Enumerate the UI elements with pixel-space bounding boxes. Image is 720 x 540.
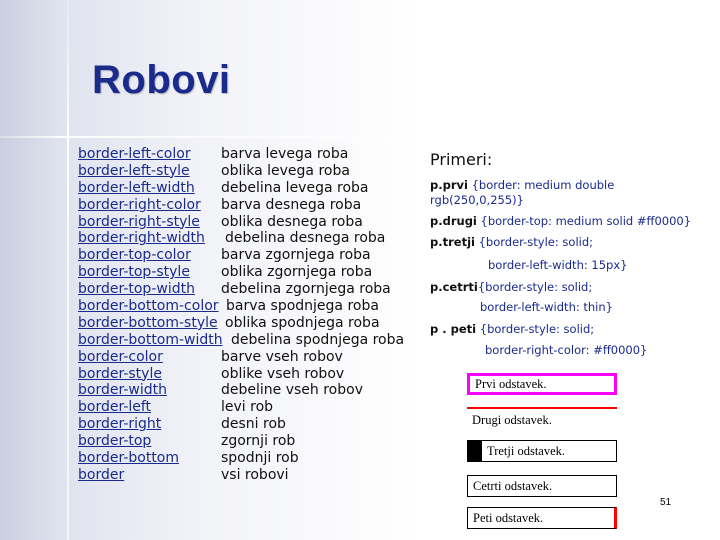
- property-description: oblika desnega roba: [221, 213, 363, 230]
- css-selector: p.cetrti: [430, 280, 478, 294]
- decorative-vertical-line: [67, 0, 69, 540]
- property-description: barva zgornjega roba: [221, 247, 371, 264]
- list-item: [78, 197, 418, 214]
- property-name-link[interactable]: border-left-width: [78, 179, 195, 196]
- property-name-link[interactable]: border-left-style: [78, 162, 190, 179]
- property-description: debelina zgornjega roba: [221, 281, 391, 298]
- demo-paragraph-drugi: Drugi odstavek.: [467, 407, 617, 433]
- code-line: [430, 193, 524, 207]
- property-description: barva spodnjega roba: [226, 298, 379, 315]
- css-declaration: {border-style: solid;: [477, 280, 593, 294]
- list-item: [78, 163, 418, 180]
- demo-paragraph-cetrti: Cetrti odstavek.: [467, 475, 617, 497]
- list-item: [78, 180, 418, 197]
- property-name-link[interactable]: border-bottom: [78, 450, 180, 467]
- list-item: [78, 332, 418, 349]
- property-description: oblika zgornjega roba: [221, 264, 373, 281]
- list-item: [78, 416, 418, 433]
- property-description: zgornji rob: [221, 433, 296, 450]
- property-description: desni rob: [221, 416, 286, 433]
- property-name-link[interactable]: border-top-width: [78, 281, 195, 298]
- property-name-link[interactable]: border: [78, 466, 125, 483]
- list-item: [78, 230, 418, 247]
- property-description: vsi robovi: [221, 466, 289, 483]
- list-item: [78, 366, 418, 383]
- property-name-link[interactable]: border-right: [78, 416, 162, 433]
- property-name-link[interactable]: border-right-color: [78, 196, 201, 213]
- list-item: [78, 382, 418, 399]
- list-item: [78, 433, 418, 450]
- property-description: spodnji rob: [221, 450, 299, 467]
- css-selector: p.prvi: [430, 178, 468, 192]
- page-number: 51: [660, 497, 672, 508]
- property-name-link[interactable]: border-right-width: [78, 230, 205, 247]
- css-declaration: {border: medium double: [467, 178, 615, 192]
- property-description: debelina levega roba: [221, 179, 369, 196]
- property-list: [78, 146, 418, 484]
- property-name-link[interactable]: border-top: [78, 433, 152, 450]
- property-description: debelina desnega roba: [225, 230, 386, 247]
- demo-paragraph-prvi: Prvi odstavek.: [467, 373, 617, 395]
- property-name-link[interactable]: border-width: [78, 382, 167, 399]
- css-selector: p.tretji: [430, 235, 475, 249]
- code-line: [488, 258, 627, 272]
- css-selector: p.drugi: [430, 214, 477, 228]
- demo-paragraph-peti: Peti odstavek.: [467, 507, 617, 529]
- rendered-example-preview: [465, 370, 635, 530]
- property-description: debelina spodnjega roba: [231, 331, 405, 348]
- css-selector: p . peti: [430, 322, 477, 336]
- property-name-link[interactable]: border-color: [78, 348, 163, 365]
- code-line: [480, 300, 613, 314]
- css-declaration: {border-style: solid;: [474, 235, 594, 249]
- css-declaration: {border-style: solid;: [476, 322, 595, 336]
- list-item: [78, 315, 418, 332]
- code-line: [430, 235, 593, 249]
- css-declaration: rgb(250,0,255)}: [430, 193, 524, 207]
- property-description: oblika levega roba: [221, 162, 350, 179]
- list-item: [78, 298, 418, 315]
- property-name-link[interactable]: border-left: [78, 399, 152, 416]
- property-description: barva levega roba: [221, 146, 349, 162]
- code-line: [485, 343, 647, 357]
- property-description: oblika spodnjega roba: [225, 314, 380, 331]
- slide-title: Robovi: [92, 58, 231, 102]
- property-description: barve vseh robov: [221, 348, 343, 365]
- property-name-link[interactable]: border-bottom-style: [78, 314, 218, 331]
- list-item: [78, 467, 418, 484]
- property-name-link[interactable]: border-style: [78, 365, 162, 382]
- css-declaration: border-left-width: thin}: [480, 300, 613, 314]
- property-name-link[interactable]: border-left-color: [78, 146, 191, 162]
- code-line: [430, 322, 594, 336]
- decorative-horizontal-line: [0, 136, 720, 138]
- code-line: [430, 214, 691, 228]
- property-description: oblike vseh robov: [221, 365, 345, 382]
- code-line: [430, 280, 592, 294]
- css-declaration: {border-top: medium solid #ff0000}: [476, 214, 692, 228]
- property-name-link[interactable]: border-bottom-width: [78, 331, 223, 348]
- property-description: debeline vseh robov: [221, 382, 363, 399]
- list-item: [78, 349, 418, 366]
- list-item: [78, 247, 418, 264]
- list-item: [78, 146, 418, 163]
- demo-paragraph-tretji: Tretji odstavek.: [467, 440, 617, 462]
- property-description: barva desnega roba: [221, 196, 362, 213]
- list-item: [78, 214, 418, 231]
- property-name-link[interactable]: border-top-color: [78, 247, 191, 264]
- list-item: [78, 264, 418, 281]
- property-description: levi rob: [221, 399, 274, 416]
- examples-heading: Primeri:: [430, 150, 493, 169]
- property-name-link[interactable]: border-top-style: [78, 264, 190, 281]
- list-item: [78, 399, 418, 416]
- list-item: [78, 281, 418, 298]
- code-line: [430, 178, 614, 192]
- property-name-link[interactable]: border-bottom-color: [78, 298, 219, 315]
- css-declaration: border-right-color: #ff0000}: [485, 343, 648, 357]
- property-name-link[interactable]: border-right-style: [78, 213, 200, 230]
- sparkle-icon: [56, 125, 80, 149]
- list-item: [78, 450, 418, 467]
- css-declaration: border-left-width: 15px}: [488, 258, 628, 272]
